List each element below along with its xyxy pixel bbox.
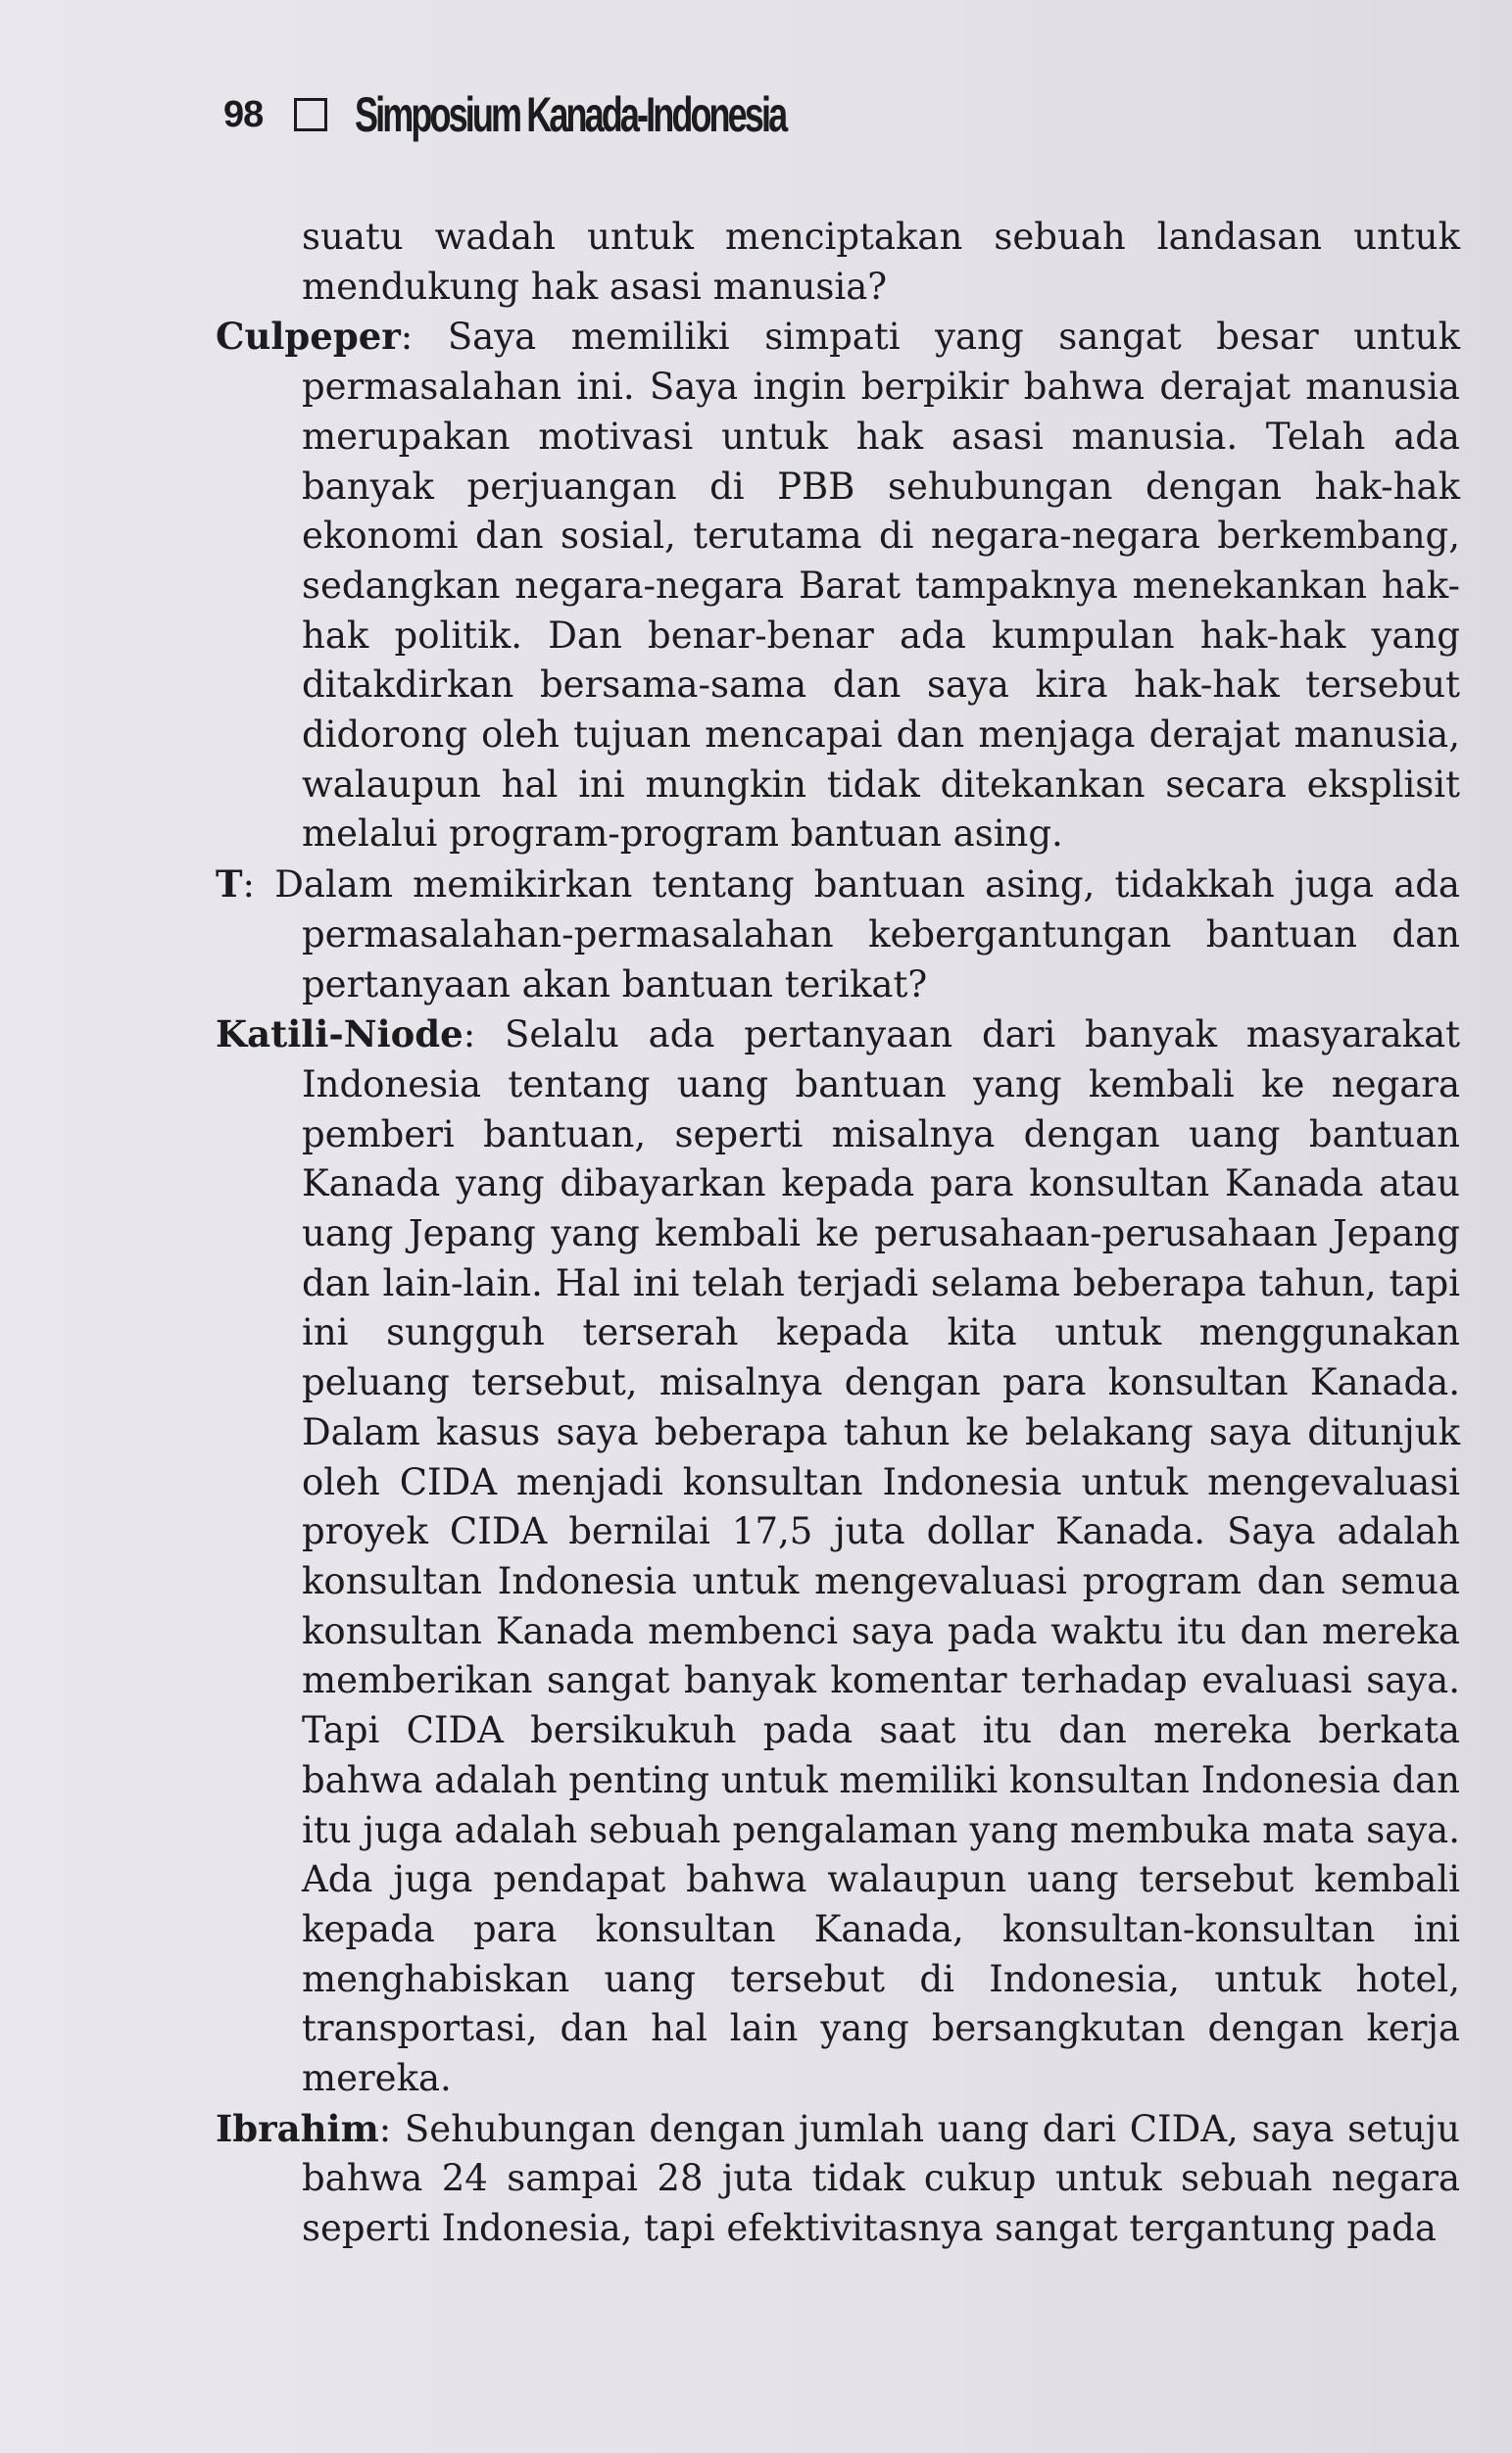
paragraph-text: Sehubungan dengan jumlah uang dari CIDA, saya setuju bahwa 24 sampai 28 juta tidak cukup untuk sebuah negara seperti Indonesia, tapi efektivitasnya sangat tergantung pada (302, 2107, 1460, 2250)
speaker-name: T (216, 862, 243, 907)
page-header (223, 84, 952, 145)
body-text (216, 212, 1460, 2254)
speaker-separator: : (242, 863, 275, 907)
paragraph-ibrahim (216, 2104, 1460, 2254)
page-number: 98 (223, 93, 264, 135)
running-title: Simposium Kanada-Indonesia (355, 87, 786, 142)
speaker-separator: : (400, 316, 448, 359)
speaker-separator: : (463, 1013, 506, 1056)
paragraph-continuation (216, 212, 1460, 312)
speaker-separator: : (378, 2107, 405, 2150)
square-outline-icon (294, 98, 327, 131)
speaker-name: Katili-Niode (216, 1012, 463, 1056)
paragraph-text: suatu wadah untuk menciptakan sebuah landasan untuk mendukung hak asasi manusia? (302, 216, 1460, 308)
paragraph-culpeper (216, 312, 1460, 859)
speaker-name: Ibrahim (216, 2106, 379, 2150)
paragraph-text: Dalam memikirkan tentang bantuan asing, tidakkah juga ada permasalahan-permasalahan kebergantungan bantuan dan pertanyaan akan bantuan terikat? (274, 863, 1460, 1006)
paragraph-text: Saya memiliki simpati yang sangat besar untuk permasalahan ini. Saya ingin berpikir bahwa derajat manusia merupakan motivasi untuk hak asasi manusia. Telah ada banyak perjuangan di PBB sehubungan dengan hak-hak ekonomi dan sosial, terutama di negara-negara berkembang, sedangkan negara-negara Barat tampaknya menekankan hak-hak politik. Dan benar-benar ada kumpulan hak-hak yang ditakdirkan bersama-sama dan saya kira hak-hak tersebut didorong oleh tujuan mencapai dan menjaga derajat manusia, walaupun hal ini mungkin tidak ditekankan secara eksplisit melalui program-program bantuan asing. (302, 316, 1461, 856)
paragraph-text: Selalu ada pertanyaan dari banyak masyarakat Indonesia tentang uang bantuan yang kembali ke negara pemberi bantuan, seperti misalnya dengan uang bantuan Kanada yang dibayarkan kepada para konsultan Kanada atau uang Jepang yang kembali ke perusahaan-perusahaan Jepang dan lain-lain. Hal ini telah terjadi selama beberapa tahun, tapi ini sungguh terserah kepada kita untuk menggunakan peluang tersebut, misalnya dengan para konsultan Kanada. Dalam kasus saya beberapa tahun ke belakang saya ditunjuk oleh CIDA menjadi konsultan Indonesia untuk mengevaluasi proyek CIDA bernilai 17,5 juta dollar Kanada. Saya adalah konsultan Indonesia untuk mengevaluasi program dan semua konsultan Kanada membenci saya pada waktu itu dan mereka memberikan sangat banyak komentar terhadap evaluasi saya. Tapi CIDA bersikukuh pada saat itu dan mereka berkata bahwa adalah penting untuk memiliki konsultan Indonesia dan itu juga adalah sebuah pengalaman yang membuka mata saya. Ada juga pendapat bahwa walaupun uang tersebut kembali kepada para konsultan Kanada, konsultan-konsultan ini menghabiskan uang tersebut di Indonesia, untuk hotel, transportasi, dan hal lain yang bersangkutan dengan kerja mereka. (302, 1013, 1460, 2100)
paragraph-katili-niode (216, 1009, 1460, 2103)
speaker-name: Culpeper (216, 315, 401, 359)
paragraph-question (216, 859, 1460, 1009)
